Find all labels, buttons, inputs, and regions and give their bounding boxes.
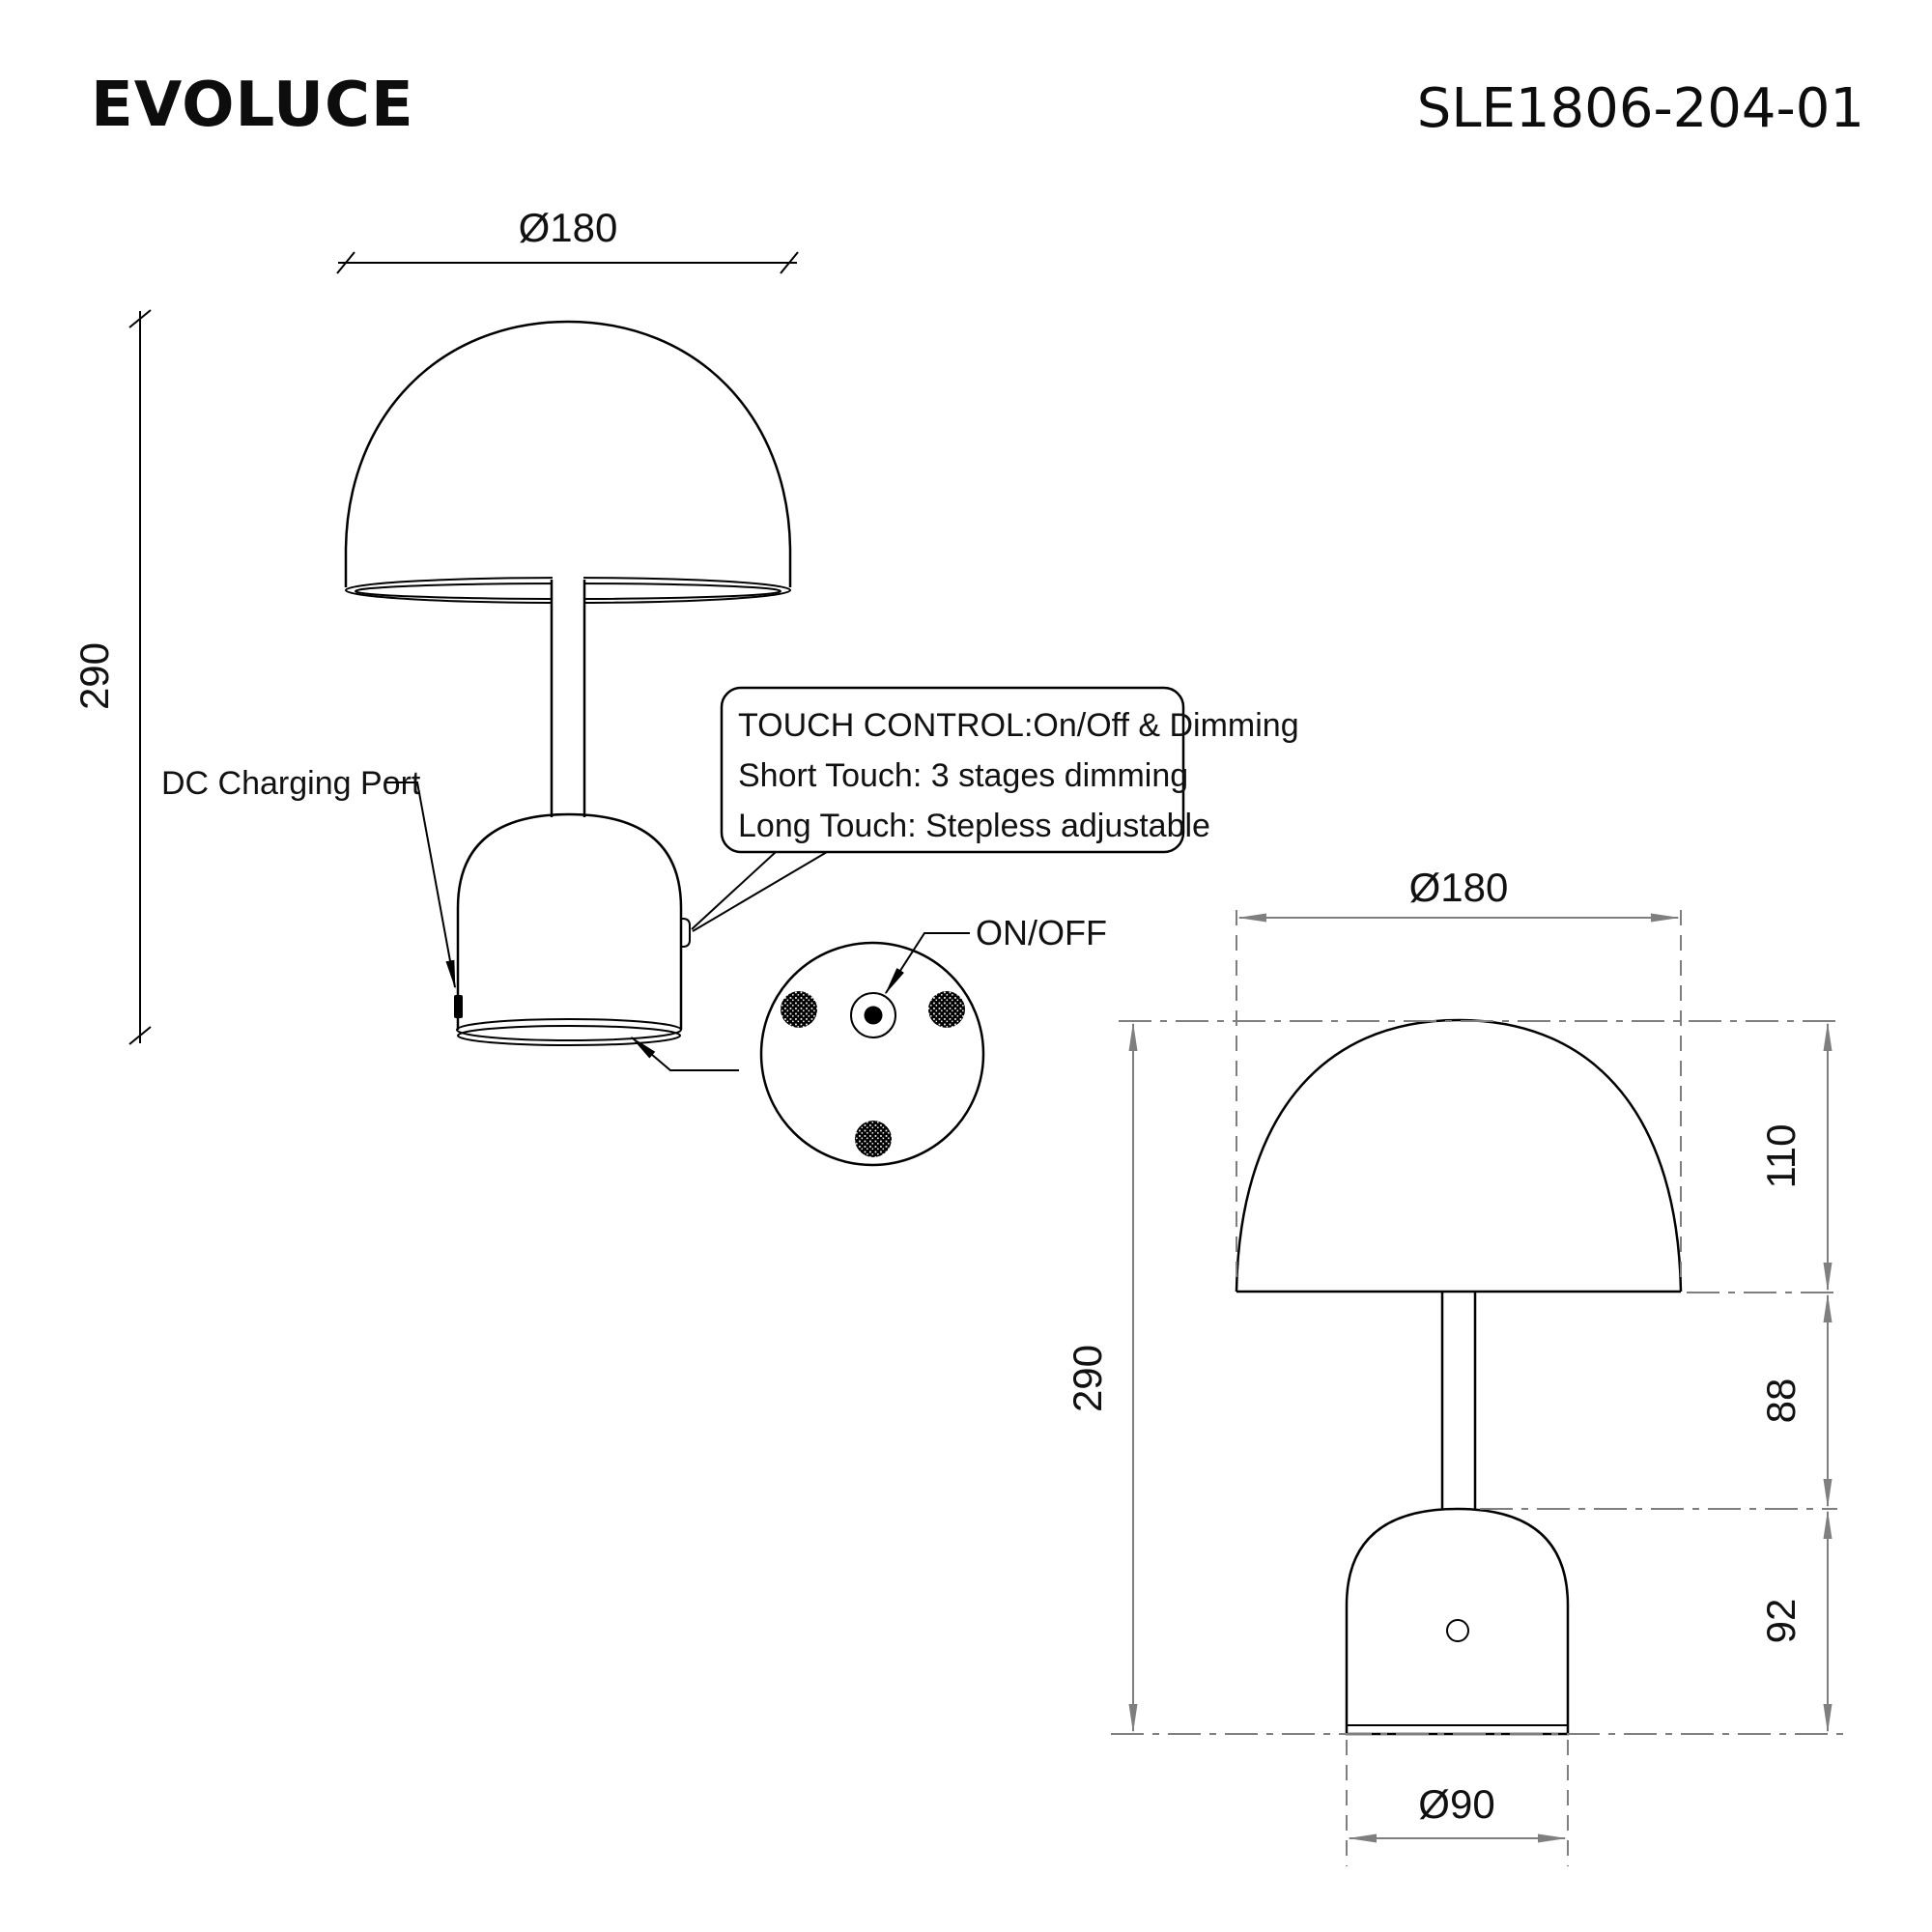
side-diameter-label: Ø180 [1408,865,1509,910]
side-stem-height-label: 88 [1758,1378,1804,1424]
onoff-label: ON/OFF [976,913,1107,952]
front-shade-outline [346,322,790,587]
touch-button [681,919,690,947]
side-dim-diameter [1239,865,1678,918]
side-shade-height-label: 110 [1758,1123,1804,1189]
side-view [1065,865,1843,1866]
foot-pad-bottom [855,1121,892,1157]
side-dim-total-height [1065,1024,1133,1731]
dc-port-label: DC Charging Port [161,765,421,802]
front-base-rim-outer [457,1019,681,1040]
touch-callout [692,688,1299,931]
bottom-view [761,913,1107,1165]
side-dim-base-height [1758,1512,1828,1731]
front-diameter-label: Ø180 [518,205,618,250]
side-base-button [1447,1620,1468,1641]
side-base-height-label: 92 [1758,1598,1804,1644]
front-dim-height [71,310,151,1044]
side-base-diameter-label: Ø90 [1418,1781,1495,1827]
front-view [71,205,798,1070]
callout-line-1: TOUCH CONTROL:On/Off & Dimming [738,707,1299,744]
side-shade-outline [1236,1020,1681,1292]
foot-pad-right [928,991,965,1028]
front-stem-mask [553,576,583,817]
brand-logo: EVOLUCE [91,70,414,141]
front-dim-diameter [337,205,798,273]
front-base-outline [458,814,681,1030]
side-dim-base-diameter [1350,1781,1565,1838]
side-dim-stem-height [1758,1295,1828,1506]
dc-port-leader [386,782,455,987]
side-total-height-label: 290 [1065,1344,1110,1413]
side-base-outline [1347,1509,1568,1734]
side-dim-shade-height [1758,1024,1828,1290]
callout-line-2: Short Touch: 3 stages dimming [738,757,1189,794]
front-base-rim-inner [458,1026,680,1045]
model-number: SLE1806-204-01 [1416,77,1864,140]
dc-charging-port [454,995,463,1018]
callout-leader-b [693,852,827,931]
callout-line-3: Long Touch: Stepless adjustable [738,808,1210,844]
front-height-label: 290 [71,641,117,711]
foot-pad-left [781,991,817,1028]
power-button-dot [865,1007,883,1025]
